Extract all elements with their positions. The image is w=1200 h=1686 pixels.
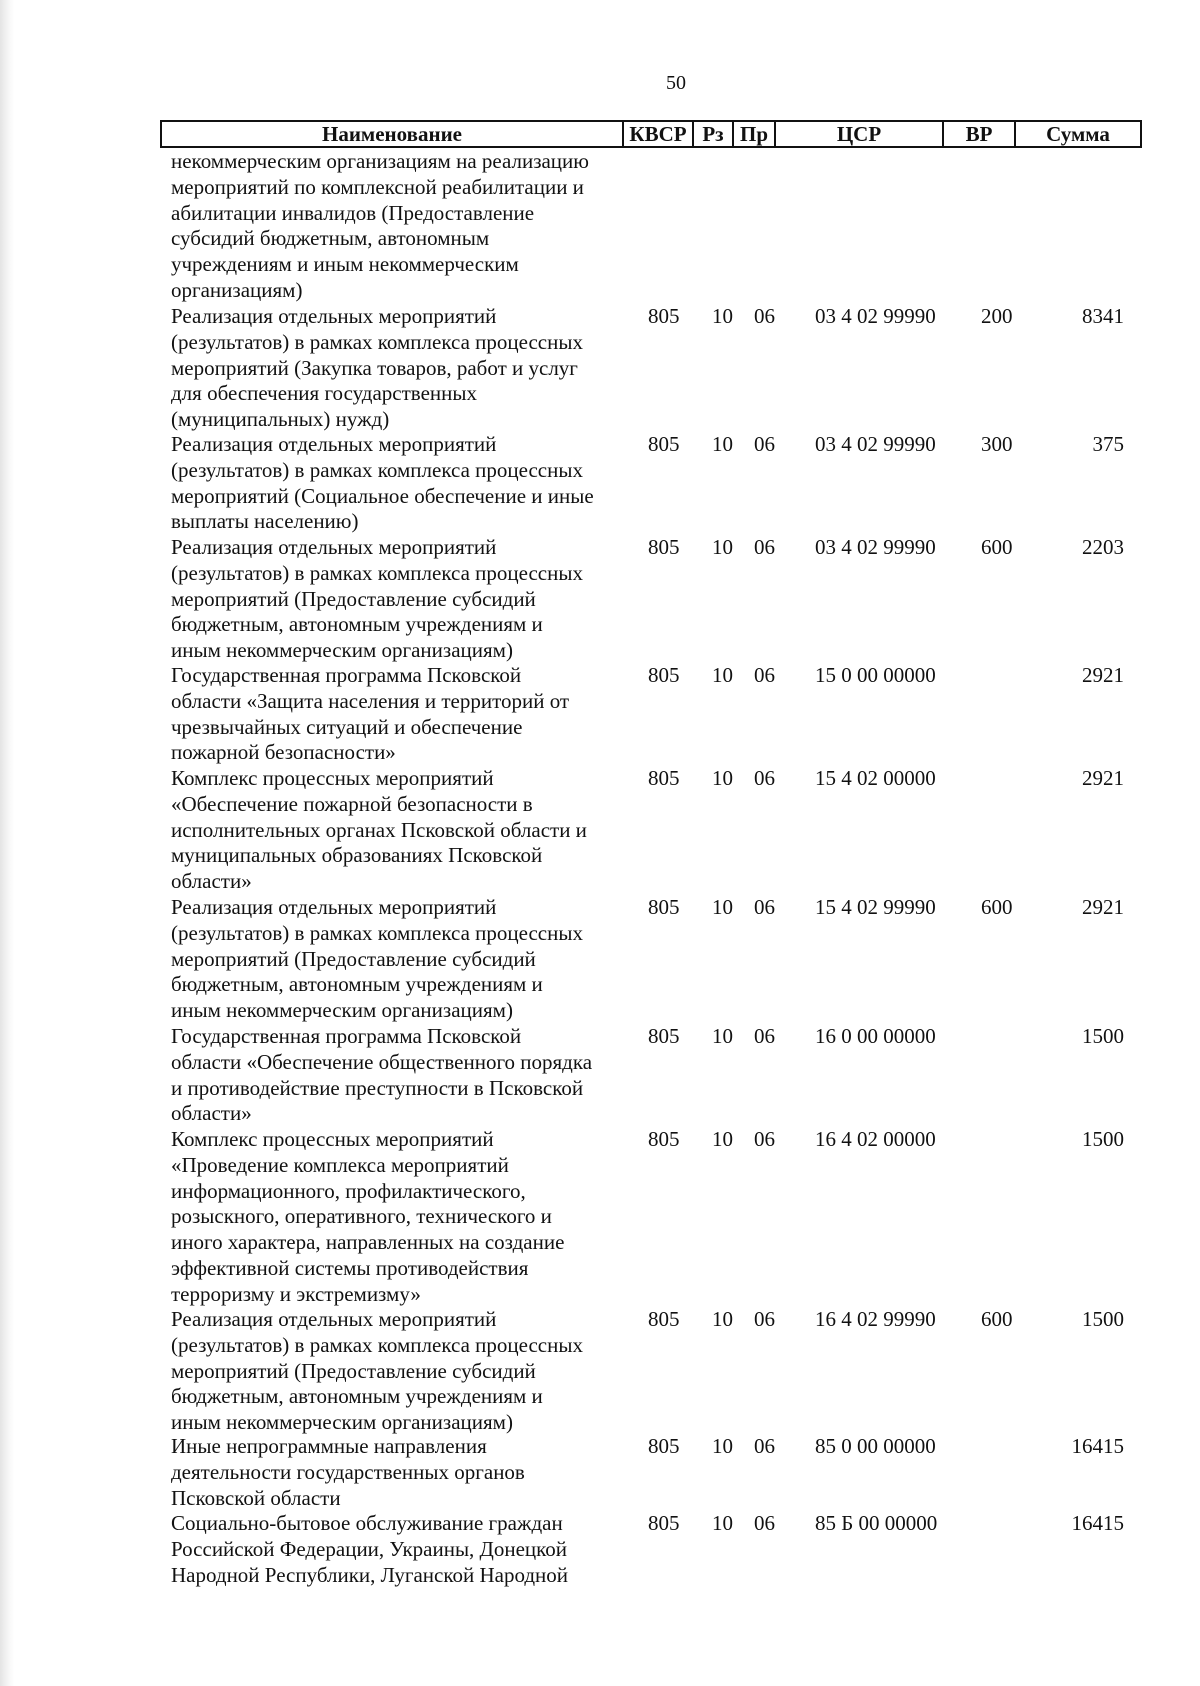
row-name: Реализация отдельных мероприятий (результатов) в рамках комплекса процессных мероприятий (Предоставление субсидий бюджетным, автономным учреждениям и иным некоммерческим организациям) xyxy=(171,535,583,663)
row-pr: 06 xyxy=(754,1024,775,1048)
row-csr: 15 4 02 99990 xyxy=(815,895,936,919)
row-csr: 03 4 02 99990 xyxy=(815,432,936,456)
row-sum: 2921 xyxy=(1082,895,1124,919)
row-pr: 06 xyxy=(754,1434,775,1458)
row-rz: 10 xyxy=(712,1024,733,1048)
header-rz: Рз xyxy=(692,122,732,146)
row-sum: 2921 xyxy=(1082,766,1124,790)
row-kvsr: 805 xyxy=(648,895,680,919)
row-vr: 600 xyxy=(981,895,1013,919)
row-pr: 06 xyxy=(754,1511,775,1535)
row-rz: 10 xyxy=(712,1434,733,1458)
row-name: Иные непрограммные направления деятельности государственных органов Псковской области xyxy=(171,1434,525,1510)
row-name: Государственная программа Псковской области «Защита населения и территорий от чрезвычайных ситуаций и обеспечение пожарной безопасности» xyxy=(171,663,570,765)
row-kvsr: 805 xyxy=(648,1511,680,1535)
row-rz: 10 xyxy=(712,895,733,919)
row-name: Комплекс процессных мероприятий «Обеспечение пожарной безопасности в исполнительных органах Псковской области и муниципальных образованиях Псковской области» xyxy=(171,766,587,894)
row-kvsr: 805 xyxy=(648,663,680,687)
row-pr: 06 xyxy=(754,1307,775,1331)
row-csr: 16 4 02 00000 xyxy=(815,1127,936,1151)
row-pr: 06 xyxy=(754,535,775,559)
row-csr: 16 4 02 99990 xyxy=(815,1307,936,1331)
row-sum: 2921 xyxy=(1082,663,1124,687)
header-name: Наименование xyxy=(322,122,462,146)
row-pr: 06 xyxy=(754,432,775,456)
row-rz: 10 xyxy=(712,1511,733,1535)
row-kvsr: 805 xyxy=(648,1434,680,1458)
row-sum: 1500 xyxy=(1082,1024,1124,1048)
row-csr: 03 4 02 99990 xyxy=(815,304,936,328)
row-pr: 06 xyxy=(754,663,775,687)
row-kvsr: 805 xyxy=(648,1024,680,1048)
row-pr: 06 xyxy=(754,1127,775,1151)
row-pr: 06 xyxy=(754,304,775,328)
row-name: Социально-бытовое обслуживание граждан Российской Федерации, Украины, Донецкой Народной Республики, Луганской Народной xyxy=(171,1511,569,1587)
row-name: Реализация отдельных мероприятий (результатов) в рамках комплекса процессных мероприятий (Закупка товаров, работ и услуг для обеспечения государственных (муниципальных) нужд) xyxy=(171,304,583,432)
row-pr: 06 xyxy=(754,895,775,919)
row-name: Реализация отдельных мероприятий (результатов) в рамках комплекса процессных мероприятий (Предоставление субсидий бюджетным, автономным учреждениям и иным некоммерческим организациям) xyxy=(171,1307,583,1435)
row-kvsr: 805 xyxy=(648,1127,680,1151)
header-csr: ЦСР xyxy=(774,122,942,146)
row-csr: 16 0 00 00000 xyxy=(815,1024,936,1048)
row-sum: 375 xyxy=(1092,432,1124,456)
row-kvsr: 805 xyxy=(648,535,680,559)
row-rz: 10 xyxy=(712,1307,733,1331)
row-sum: 1500 xyxy=(1082,1307,1124,1331)
header-vr: ВР xyxy=(942,122,1014,146)
row-csr: 15 4 02 00000 xyxy=(815,766,936,790)
row-sum: 16415 xyxy=(1071,1511,1124,1535)
row-vr: 200 xyxy=(981,304,1013,328)
row-vr: 300 xyxy=(981,432,1013,456)
row-name: Реализация отдельных мероприятий (результатов) в рамках комплекса процессных мероприятий (Предоставление субсидий бюджетным, автономным учреждениям и иным некоммерческим организациям) xyxy=(171,895,583,1023)
row-rz: 10 xyxy=(712,535,733,559)
row-kvsr: 805 xyxy=(648,304,680,328)
row-kvsr: 805 xyxy=(648,766,680,790)
row-csr: 15 0 00 00000 xyxy=(815,663,936,687)
header-pr: Пр xyxy=(732,122,774,146)
row-vr: 600 xyxy=(981,1307,1013,1331)
header-sum: Сумма xyxy=(1014,122,1140,146)
row-csr: 85 Б 00 00000 xyxy=(815,1511,938,1535)
row-kvsr: 805 xyxy=(648,432,680,456)
row-sum: 2203 xyxy=(1082,535,1124,559)
row-csr: 03 4 02 99990 xyxy=(815,535,936,559)
row-sum: 8341 xyxy=(1082,304,1124,328)
header-kvsr: КВСР xyxy=(622,122,692,146)
row-name: Реализация отдельных мероприятий (результатов) в рамках комплекса процессных мероприятий (Социальное обеспечение и иные выплаты населению) xyxy=(171,432,594,534)
row-csr: 85 0 00 00000 xyxy=(815,1434,936,1458)
row-rz: 10 xyxy=(712,432,733,456)
row-rz: 10 xyxy=(712,663,733,687)
row-pr: 06 xyxy=(754,766,775,790)
row-sum: 16415 xyxy=(1071,1434,1124,1458)
row-name: Комплекс процессных мероприятий «Проведение комплекса мероприятий информационного, профилактического, розыскного, оперативного, технического и иного характера, направленных на создание эффективной системы противодействия терроризму и экстремизму» xyxy=(171,1127,565,1306)
row-rz: 10 xyxy=(712,766,733,790)
row-kvsr: 805 xyxy=(648,1307,680,1331)
page-number: 50 xyxy=(666,72,686,94)
row-name: Государственная программа Псковской области «Обеспечение общественного порядка и противодействие преступности в Псковской области» xyxy=(171,1024,593,1126)
row-vr: 600 xyxy=(981,535,1013,559)
row-rz: 10 xyxy=(712,304,733,328)
row-sum: 1500 xyxy=(1082,1127,1124,1151)
row-name: некоммерческим организациям на реализацию мероприятий по комплексной реабилитации и абилитации инвалидов (Предоставление субсидий бюджетным, автономным учреждениям и иным некоммерческим организациям) xyxy=(171,149,589,302)
row-rz: 10 xyxy=(712,1127,733,1151)
